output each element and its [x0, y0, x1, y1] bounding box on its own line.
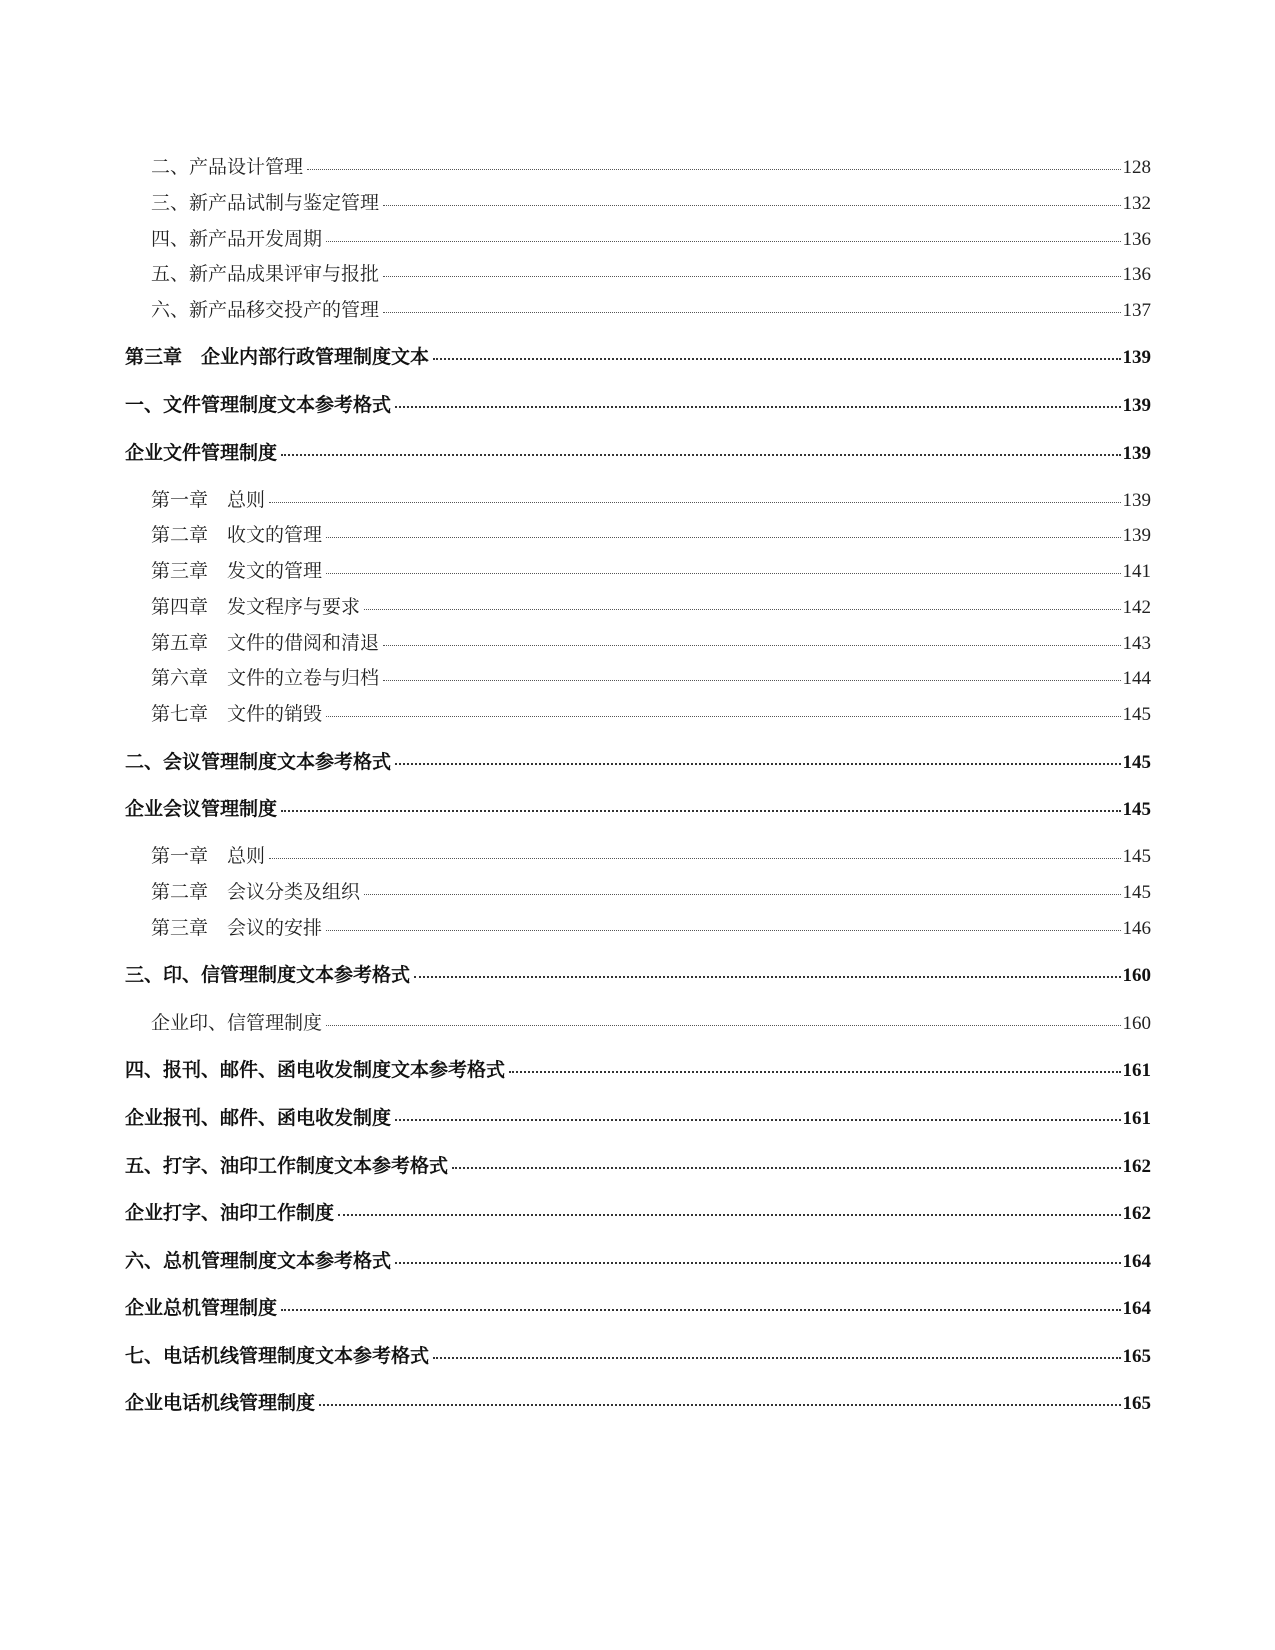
- toc-entry-label: 六、总机管理制度文本参考格式: [125, 1250, 392, 1272]
- toc-entry-label: 第二章 会议分类及组织: [151, 881, 361, 903]
- toc-entry-label: 第五章 文件的借阅和清退: [151, 632, 380, 654]
- toc-entry[interactable]: [151, 259, 1151, 286]
- toc-entry-label: 第一章 总则: [151, 489, 266, 511]
- toc-entry-page-number: 164: [1122, 1251, 1151, 1272]
- toc-entry-label: 企业打字、油印工作制度: [125, 1202, 335, 1224]
- toc-entry-label: 第三章 企业内部行政管理制度文本: [125, 346, 430, 368]
- toc-entry-page-number: 139: [1122, 347, 1151, 368]
- toc-entry-label: 一、文件管理制度文本参考格式: [125, 394, 392, 416]
- toc-entry[interactable]: [125, 390, 1151, 417]
- toc-leader-dots: [326, 1024, 1120, 1026]
- toc-entry-label: 五、打字、油印工作制度文本参考格式: [125, 1155, 449, 1177]
- toc-entry[interactable]: [125, 1055, 1151, 1082]
- toc-entry[interactable]: [125, 438, 1151, 465]
- toc-entry-label: 二、会议管理制度文本参考格式: [125, 751, 392, 773]
- toc-entry-label: 第七章 文件的销毁: [151, 703, 323, 725]
- toc-entry[interactable]: [151, 485, 1151, 512]
- toc-leader-dots: [269, 501, 1120, 503]
- toc-entry[interactable]: [151, 699, 1151, 726]
- toc-leader-dots: [383, 275, 1120, 277]
- toc-entry-page-number: 139: [1122, 490, 1151, 511]
- toc-entry-page-number: 145: [1122, 704, 1151, 725]
- toc-leader-dots: [383, 204, 1120, 206]
- toc-entry[interactable]: [151, 877, 1151, 904]
- toc-entry[interactable]: [125, 794, 1151, 821]
- toc-entry-label: 第三章 会议的安排: [151, 917, 323, 939]
- toc-entry-page-number: 145: [1122, 799, 1151, 820]
- toc-entry-label: 企业印、信管理制度: [151, 1012, 323, 1034]
- toc-leader-dots: [326, 572, 1120, 574]
- toc-leader-dots: [452, 1166, 1120, 1169]
- toc-entry[interactable]: [151, 913, 1151, 940]
- toc-entry-page-number: 137: [1122, 300, 1151, 321]
- toc-entry-label: 七、电话机线管理制度文本参考格式: [125, 1345, 430, 1367]
- toc-entry-page-number: 145: [1122, 846, 1151, 867]
- toc-leader-dots: [414, 975, 1120, 978]
- toc-entry-page-number: 161: [1122, 1108, 1151, 1129]
- toc-entry[interactable]: [151, 188, 1151, 215]
- toc-entry-page-number: 145: [1122, 752, 1151, 773]
- toc-entry[interactable]: [151, 592, 1151, 619]
- toc-entry[interactable]: [125, 1103, 1151, 1130]
- toc-entry-label: 第四章 发文程序与要求: [151, 596, 361, 618]
- toc-entry[interactable]: [151, 152, 1151, 179]
- toc-leader-dots: [433, 357, 1120, 360]
- toc-entry[interactable]: [125, 1388, 1151, 1415]
- toc-entry[interactable]: [125, 960, 1151, 987]
- toc-entry-label: 企业总机管理制度: [125, 1297, 278, 1319]
- toc-entry-page-number: 132: [1122, 193, 1151, 214]
- toc-leader-dots: [383, 311, 1120, 313]
- toc-entry-label: 三、新产品试制与鉴定管理: [151, 192, 380, 214]
- toc-entry[interactable]: [125, 1246, 1151, 1273]
- toc-leader-dots: [338, 1213, 1120, 1216]
- toc-entry-label: 第二章 收文的管理: [151, 524, 323, 546]
- toc-entry-page-number: 142: [1122, 597, 1151, 618]
- toc-entry-label: 第三章 发文的管理: [151, 560, 323, 582]
- toc-entry[interactable]: [151, 556, 1151, 583]
- toc-leader-dots: [326, 536, 1120, 538]
- toc-entry-page-number: 136: [1122, 264, 1151, 285]
- toc-entry[interactable]: [151, 295, 1151, 322]
- toc-entry-label: 五、新产品成果评审与报批: [151, 263, 380, 285]
- toc-entry-label: 四、报刊、邮件、函电收发制度文本参考格式: [125, 1059, 506, 1081]
- toc-entry-page-number: 144: [1122, 668, 1151, 689]
- toc-entry[interactable]: [125, 1151, 1151, 1178]
- toc-entry[interactable]: [151, 628, 1151, 655]
- toc-leader-dots: [326, 715, 1120, 717]
- toc-entry[interactable]: [151, 841, 1151, 868]
- toc-entry-label: 企业文件管理制度: [125, 442, 278, 464]
- toc-entry[interactable]: [151, 1008, 1151, 1035]
- toc-entry[interactable]: [125, 1341, 1151, 1368]
- toc-entry-label: 二、产品设计管理: [151, 156, 304, 178]
- toc-leader-dots: [383, 679, 1120, 681]
- toc-entry-label: 企业会议管理制度: [125, 798, 278, 820]
- toc-entry-label: 六、新产品移交投产的管理: [151, 299, 380, 321]
- toc-leader-dots: [395, 1118, 1120, 1121]
- toc-leader-dots: [395, 762, 1120, 765]
- toc-entry[interactable]: [151, 520, 1151, 547]
- toc-leader-dots: [364, 893, 1120, 895]
- toc-leader-dots: [319, 1403, 1120, 1406]
- toc-entry[interactable]: [125, 342, 1151, 369]
- toc-leader-dots: [395, 1261, 1120, 1264]
- toc-leader-dots: [281, 1308, 1120, 1311]
- toc-entry-page-number: 165: [1122, 1346, 1151, 1367]
- toc-leader-dots: [433, 1356, 1120, 1359]
- toc-entry-label: 企业报刊、邮件、函电收发制度: [125, 1107, 392, 1129]
- toc-entry-page-number: 139: [1122, 395, 1151, 416]
- toc-leader-dots: [364, 608, 1120, 610]
- toc-entry-page-number: 136: [1122, 229, 1151, 250]
- toc-leader-dots: [269, 857, 1120, 859]
- toc-entry-page-number: 146: [1122, 918, 1151, 939]
- toc-entry-page-number: 161: [1122, 1060, 1151, 1081]
- toc-entry[interactable]: [125, 747, 1151, 774]
- toc-entry-label: 三、印、信管理制度文本参考格式: [125, 964, 411, 986]
- toc-entry-page-number: 139: [1122, 525, 1151, 546]
- toc-entry-page-number: 162: [1122, 1203, 1151, 1224]
- toc-entry[interactable]: [125, 1293, 1151, 1320]
- toc-entry-page-number: 143: [1122, 633, 1151, 654]
- toc-entry-page-number: 165: [1122, 1393, 1151, 1414]
- toc-entry-page-number: 128: [1122, 157, 1151, 178]
- toc-leader-dots: [395, 405, 1120, 408]
- toc-entry-page-number: 141: [1122, 561, 1151, 582]
- toc-entry-label: 第一章 总则: [151, 845, 266, 867]
- toc-leader-dots: [326, 240, 1120, 242]
- toc-entry-label: 四、新产品开发周期: [151, 228, 323, 250]
- toc-entry-page-number: 164: [1122, 1298, 1151, 1319]
- toc-leader-dots: [326, 929, 1120, 931]
- toc-entry-page-number: 162: [1122, 1156, 1151, 1177]
- toc-leader-dots: [281, 809, 1120, 812]
- toc-entry-label: 第六章 文件的立卷与归档: [151, 667, 380, 689]
- toc-entry-page-number: 139: [1122, 443, 1151, 464]
- toc-entry[interactable]: [151, 224, 1151, 251]
- toc-entry-page-number: 145: [1122, 882, 1151, 903]
- toc-entry-label: 企业电话机线管理制度: [125, 1392, 316, 1414]
- toc-entry[interactable]: [125, 1198, 1151, 1225]
- toc-leader-dots: [509, 1070, 1120, 1073]
- toc-leader-dots: [307, 168, 1120, 170]
- toc-entry-page-number: 160: [1122, 965, 1151, 986]
- toc-entry-page-number: 160: [1122, 1013, 1151, 1034]
- toc-leader-dots: [281, 453, 1120, 456]
- toc-entry[interactable]: [151, 663, 1151, 690]
- toc-leader-dots: [383, 644, 1120, 646]
